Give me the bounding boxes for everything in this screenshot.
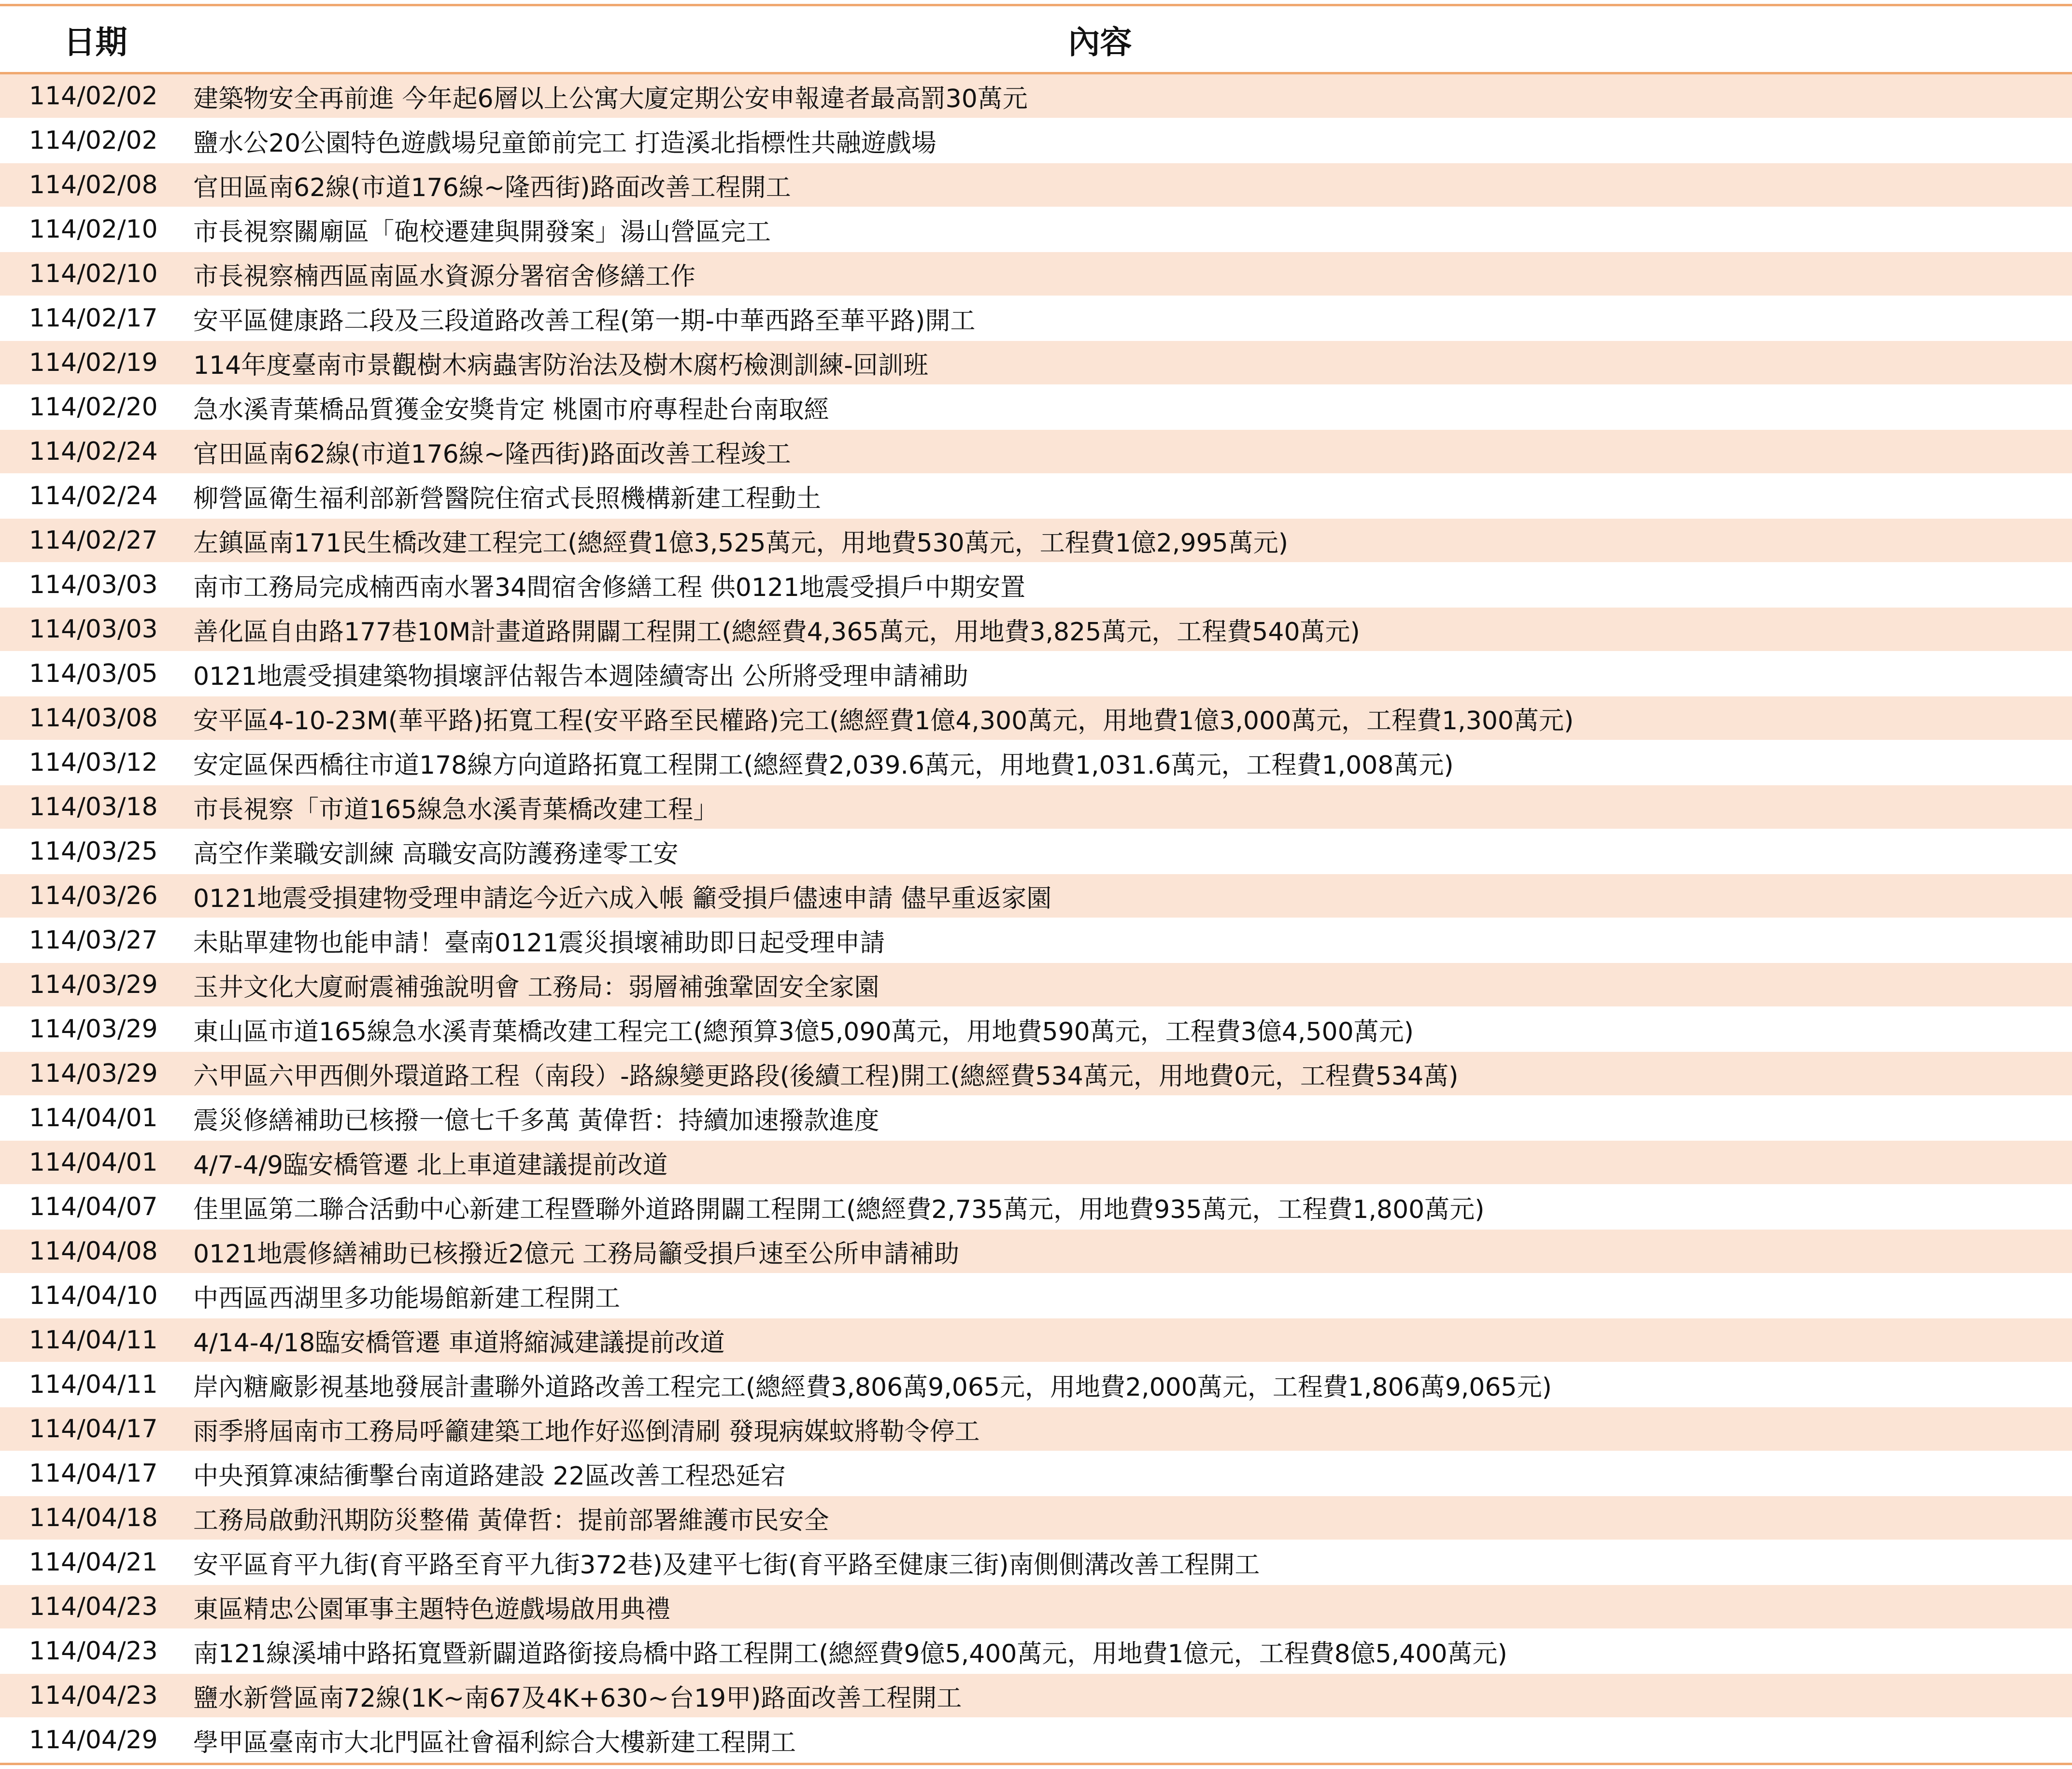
table-row <box>0 1541 2072 1585</box>
table-row <box>0 874 2072 919</box>
row-content[interactable]: 高空作業職安訓練 高職安高防護務達零工安 <box>193 839 679 869</box>
row-content[interactable]: 南市工務局完成楠西南水署34間宿舍修繕工程 供0121地震受損戶中期安置 <box>193 573 1026 602</box>
table-bottom-rule <box>0 1763 2072 1765</box>
table-row <box>0 1496 2072 1541</box>
row-content[interactable]: 0121地震受損建物受理申請迄今近六成入帳 籲受損戶儘速申請 儘早重返家園 <box>193 884 1052 913</box>
row-date: 114/02/24 <box>29 437 158 466</box>
row-date: 114/04/21 <box>29 1548 158 1577</box>
row-date: 114/03/27 <box>29 926 158 955</box>
row-date: 114/04/17 <box>29 1459 158 1488</box>
table-row <box>0 1230 2072 1274</box>
row-content[interactable]: 岸內糖廠影視基地發展計畫聯外道路改善工程完工(總經費3,806萬9,065元，用地費2,000萬元，工程費1,806萬9,065元) <box>193 1373 1552 1402</box>
row-content[interactable]: 官田區南62線(市道176線~隆西街)路面改善工程竣工 <box>193 439 791 469</box>
row-content[interactable]: 東山區市道165線急水溪青葉橋改建工程完工(總預算3億5,090萬元，用地費590萬元，工程費3億4,500萬元) <box>193 1017 1414 1047</box>
row-date: 114/03/03 <box>29 570 158 599</box>
row-date: 114/03/25 <box>29 837 158 866</box>
row-content[interactable]: 工務局啟動汛期防災整備 黃偉哲：提前部署維護市民安全 <box>193 1506 829 1535</box>
table-row <box>0 519 2072 563</box>
table-row <box>0 1452 2072 1496</box>
row-date: 114/04/11 <box>29 1370 158 1399</box>
row-content[interactable]: 柳營區衛生福利部新營醫院住宿式長照機構新建工程動土 <box>193 484 822 513</box>
table-row <box>0 1363 2072 1407</box>
table-row <box>0 696 2072 741</box>
row-content[interactable]: 善化區自由路177巷10M計畫道路開闢工程開工(總經費4,365萬元，用地費3,825萬元，工程費540萬元) <box>193 617 1360 647</box>
row-content[interactable]: 未貼單建物也能申請！臺南0121震災損壞補助即日起受理申請 <box>193 928 885 958</box>
table-row <box>0 163 2072 208</box>
row-date: 114/04/23 <box>29 1592 158 1621</box>
row-date: 114/03/26 <box>29 881 158 910</box>
table-row <box>0 785 2072 830</box>
row-date: 114/03/08 <box>29 704 158 733</box>
date-column-header: 日期 <box>63 23 128 61</box>
row-content[interactable]: 4/14-4/18臨安橋管遷 車道將縮減建議提前改道 <box>193 1328 725 1358</box>
row-content[interactable]: 六甲區六甲西側外環道路工程（南段）-路線變更路段(後續工程)開工(總經費534萬元，用地費0元，工程費534萬) <box>193 1061 1459 1091</box>
row-content[interactable]: 東區精忠公園軍事主題特色遊戲場啟用典禮 <box>193 1595 671 1624</box>
row-content[interactable]: 學甲區臺南市大北門區社會福利綜合大樓新建工程開工 <box>193 1728 796 1757</box>
row-content[interactable]: 0121地震修繕補助已核撥近2億元 工務局籲受損戶速至公所申請補助 <box>193 1239 959 1269</box>
table-row <box>0 1674 2072 1718</box>
table-row <box>0 1318 2072 1363</box>
row-content[interactable]: 雨季將屆南市工務局呼籲建築工地作好巡倒清刷 發現病媒蚊將勒令停工 <box>193 1417 980 1446</box>
table-row <box>0 474 2072 519</box>
table-row <box>0 119 2072 163</box>
row-content[interactable]: 4/7-4/9臨安橋管遷 北上車道建議提前改道 <box>193 1150 668 1180</box>
table-row <box>0 1718 2072 1763</box>
row-content[interactable]: 中央預算凍結衝擊台南道路建設 22區改善工程恐延宕 <box>193 1461 786 1491</box>
row-content[interactable]: 安平區健康路二段及三段道路改善工程(第一期-中華西路至華平路)開工 <box>193 306 976 336</box>
row-date: 114/04/29 <box>29 1726 158 1755</box>
table-row <box>0 341 2072 385</box>
row-date: 114/03/12 <box>29 748 158 777</box>
row-content[interactable]: 安平區育平九街(育平路至育平九街372巷)及建平七街(育平路至健康三街)南側側溝改善工程開工 <box>193 1550 1260 1580</box>
table-row <box>0 297 2072 341</box>
row-date: 114/04/11 <box>29 1326 158 1355</box>
row-date: 114/02/02 <box>29 82 158 111</box>
table-row <box>0 652 2072 696</box>
row-content[interactable]: 市長視察關廟區「砲校遷建與開發案」湯山營區完工 <box>193 217 771 247</box>
row-date: 114/02/02 <box>29 126 158 155</box>
row-date: 114/04/23 <box>29 1637 158 1666</box>
row-date: 114/04/08 <box>29 1237 158 1266</box>
row-content[interactable]: 安平區4-10-23M(華平路)拓寬工程(安平路至民權路)完工(總經費1億4,300萬元，用地費1億3,000萬元，工程費1,300萬元) <box>193 706 1574 736</box>
row-date: 114/03/05 <box>29 659 158 688</box>
table-row <box>0 430 2072 474</box>
table-row <box>0 830 2072 874</box>
table-row <box>0 1141 2072 1185</box>
row-date: 114/02/17 <box>29 304 158 333</box>
table-row <box>0 1274 2072 1318</box>
row-date: 114/02/10 <box>29 215 158 244</box>
table-row <box>0 208 2072 252</box>
table-row <box>0 1185 2072 1230</box>
table-header <box>0 6 2072 72</box>
table-row <box>0 1407 2072 1452</box>
row-date: 114/02/10 <box>29 259 158 288</box>
table-body <box>0 74 2072 1763</box>
table-row <box>0 1629 2072 1674</box>
row-date: 114/04/01 <box>29 1104 158 1132</box>
row-content[interactable]: 鹽水公20公園特色遊戲場兒童節前完工 打造溪北指標性共融遊戲場 <box>193 128 937 158</box>
row-content[interactable]: 佳里區第二聯合活動中心新建工程暨聯外道路開闢工程開工(總經費2,735萬元，用地費935萬元，工程費1,800萬元) <box>193 1195 1485 1224</box>
row-date: 114/04/10 <box>29 1281 158 1310</box>
table-row <box>0 1585 2072 1629</box>
table-row <box>0 252 2072 297</box>
row-date: 114/02/27 <box>29 526 158 555</box>
row-content[interactable]: 南121線溪埔中路拓寬暨新闢道路銜接烏橋中路工程開工(總經費9億5,400萬元，用地費1億元，工程費8億5,400萬元) <box>193 1639 1507 1669</box>
row-content[interactable]: 急水溪青葉橋品質獲金安獎肯定 桃園市府專程赴台南取經 <box>193 395 829 425</box>
row-date: 114/02/24 <box>29 481 158 510</box>
table-row <box>0 919 2072 963</box>
row-content[interactable]: 鹽水新營區南72線(1K~南67及4K+630~台19甲)路面改善工程開工 <box>193 1684 962 1713</box>
table-row <box>0 963 2072 1007</box>
row-date: 114/03/29 <box>29 1059 158 1088</box>
table-row <box>0 741 2072 785</box>
table-row <box>0 608 2072 652</box>
row-date: 114/04/01 <box>29 1148 158 1177</box>
table-row <box>0 74 2072 119</box>
row-content[interactable]: 0121地震受損建築物損壞評估報告本週陸續寄出 公所將受理申請補助 <box>193 662 968 691</box>
table-row <box>0 1052 2072 1096</box>
row-date: 114/02/08 <box>29 170 158 199</box>
row-date: 114/04/23 <box>29 1681 158 1710</box>
row-date: 114/02/19 <box>29 348 158 377</box>
row-date: 114/04/18 <box>29 1503 158 1532</box>
row-date: 114/03/29 <box>29 970 158 999</box>
table-row <box>0 1007 2072 1052</box>
row-content[interactable]: 震災修繕補助已核撥一億七千多萬 黃偉哲：持續加速撥款進度 <box>193 1106 880 1135</box>
row-content[interactable]: 市長視察楠西區南區水資源分署宿舍修繕工作 <box>193 262 696 291</box>
row-date: 114/04/17 <box>29 1415 158 1444</box>
row-content[interactable]: 建築物安全再前進 今年起6層以上公寓大廈定期公安申報違者最高罰30萬元 <box>193 84 1028 113</box>
row-date: 114/04/07 <box>29 1192 158 1221</box>
row-content[interactable]: 玉井文化大廈耐震補強說明會 工務局：弱層補強鞏固安全家園 <box>193 973 880 1002</box>
row-content[interactable]: 114年度臺南市景觀樹木病蟲害防治法及樹木腐朽檢測訓練-回訓班 <box>193 351 929 380</box>
row-date: 114/03/03 <box>29 615 158 644</box>
row-content[interactable]: 中西區西湖里多功能場館新建工程開工 <box>193 1284 621 1313</box>
row-content[interactable]: 官田區南62線(市道176線~隆西街)路面改善工程開工 <box>193 173 791 202</box>
row-content[interactable]: 左鎮區南171民生橋改建工程完工(總經費1億3,525萬元，用地費530萬元，工程費1億2,995萬元) <box>193 528 1288 558</box>
row-date: 114/03/18 <box>29 793 158 821</box>
table-row <box>0 563 2072 608</box>
row-content[interactable]: 安定區保西橋往市道178線方向道路拓寬工程開工(總經費2,039.6萬元，用地費1,031.6萬元，工程費1,008萬元) <box>193 750 1454 780</box>
row-date: 114/02/20 <box>29 393 158 422</box>
table-row <box>0 1096 2072 1141</box>
content-column-header: 內容 <box>1068 23 1132 61</box>
row-date: 114/03/29 <box>29 1015 158 1044</box>
table-row <box>0 385 2072 430</box>
row-content[interactable]: 市長視察「市道165線急水溪青葉橋改建工程」 <box>193 795 719 824</box>
